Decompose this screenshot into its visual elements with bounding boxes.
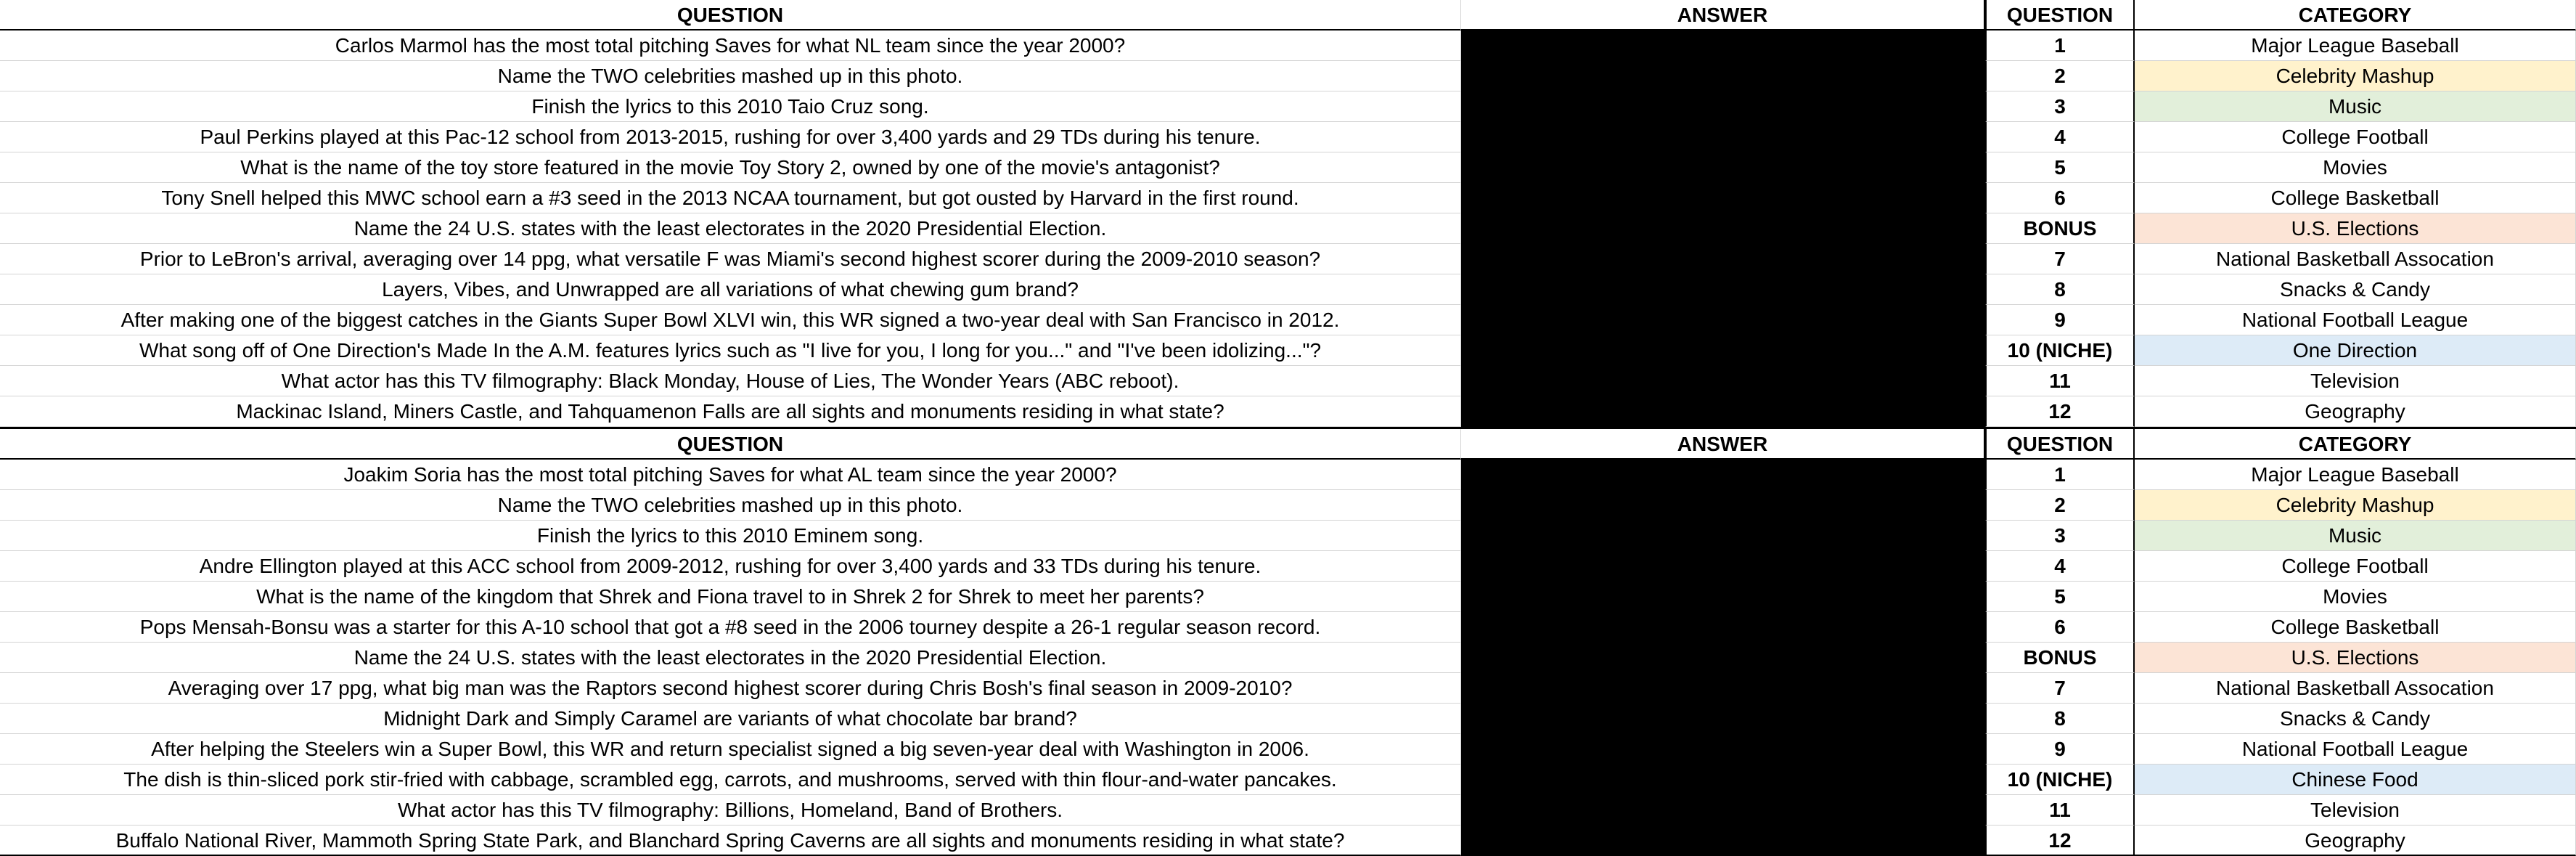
table-row — [0, 30, 2576, 61]
answer-header[interactable]: ANSWER — [1461, 429, 1985, 460]
answer-cell[interactable] — [1461, 734, 1985, 765]
category-header[interactable]: CATEGORY — [2135, 0, 2576, 30]
category-cell[interactable]: Television — [2135, 366, 2576, 396]
question-cell[interactable]: Tony Snell helped this MWC school earn a #3 seed in the 2013 NCAA tournament, but got ousted by Harvard in the first round. — [0, 183, 1461, 213]
category-cell[interactable]: Geography — [2135, 826, 2576, 856]
category-cell[interactable]: Music — [2135, 91, 2576, 122]
answer-cell[interactable] — [1461, 460, 1985, 490]
category-cell[interactable]: Major League Baseball — [2135, 30, 2576, 61]
category-cell[interactable]: National Basketball Assocation — [2135, 244, 2576, 274]
answer-cell[interactable] — [1461, 643, 1985, 673]
question-cell[interactable]: After helping the Steelers win a Super Bowl, this WR and return specialist signed a big seven-year deal with Washington in 2006. — [0, 734, 1461, 765]
number-header[interactable]: QUESTION — [1985, 0, 2135, 30]
question-number-cell[interactable]: 3 — [1985, 91, 2135, 122]
question-cell[interactable]: After making one of the biggest catches in the Giants Super Bowl XLVI win, this WR signed a two-year deal with San Francisco in 2012. — [0, 305, 1461, 335]
question-number-cell[interactable]: 10 (NICHE) — [1985, 335, 2135, 366]
table-row — [0, 183, 2576, 213]
section-2 — [0, 460, 2576, 856]
header-row — [0, 427, 2576, 460]
category-cell[interactable]: National Basketball Assocation — [2135, 673, 2576, 704]
question-number-cell[interactable]: 5 — [1985, 152, 2135, 183]
question-number-cell[interactable]: BONUS — [1985, 643, 2135, 673]
question-number-cell[interactable]: 10 (NICHE) — [1985, 765, 2135, 795]
table-row — [0, 366, 2576, 396]
question-number-cell[interactable]: BONUS — [1985, 213, 2135, 244]
category-cell[interactable]: Movies — [2135, 582, 2576, 612]
table-row — [0, 335, 2576, 366]
answer-cell[interactable] — [1461, 582, 1985, 612]
question-number-cell[interactable]: 4 — [1985, 122, 2135, 152]
category-cell[interactable]: Celebrity Mashup — [2135, 490, 2576, 521]
table-row — [0, 122, 2576, 152]
question-number-cell[interactable]: 2 — [1985, 490, 2135, 521]
table-row — [0, 396, 2576, 427]
answer-cell[interactable] — [1461, 244, 1985, 274]
category-cell[interactable]: Major League Baseball — [2135, 460, 2576, 490]
question-cell[interactable]: What actor has this TV filmography: Billions, Homeland, Band of Brothers. — [0, 795, 1461, 826]
answer-cell[interactable] — [1461, 366, 1985, 396]
answer-cell[interactable] — [1461, 826, 1985, 856]
question-cell[interactable]: Carlos Marmol has the most total pitching Saves for what NL team since the year 2000? — [0, 30, 1461, 61]
question-number-cell[interactable]: 1 — [1985, 30, 2135, 61]
table-row — [0, 460, 2576, 490]
question-number-cell[interactable]: 8 — [1985, 704, 2135, 734]
question-number-cell[interactable]: 11 — [1985, 366, 2135, 396]
table-row — [0, 244, 2576, 274]
answer-cell[interactable] — [1461, 122, 1985, 152]
question-cell[interactable]: Midnight Dark and Simply Caramel are variants of what chocolate bar brand? — [0, 704, 1461, 734]
question-number-cell[interactable]: 8 — [1985, 274, 2135, 305]
question-number-cell[interactable]: 4 — [1985, 551, 2135, 582]
category-cell[interactable]: National Football League — [2135, 734, 2576, 765]
table-row — [0, 612, 2576, 643]
answer-cell[interactable] — [1461, 305, 1985, 335]
answer-cell[interactable] — [1461, 673, 1985, 704]
category-cell[interactable]: Music — [2135, 521, 2576, 551]
answer-cell[interactable] — [1461, 396, 1985, 427]
table-row — [0, 795, 2576, 826]
answer-cell[interactable] — [1461, 521, 1985, 551]
question-number-cell[interactable]: 9 — [1985, 734, 2135, 765]
question-cell[interactable]: What actor has this TV filmography: Black Monday, House of Lies, The Wonder Years (ABC reboot). — [0, 366, 1461, 396]
category-cell[interactable]: Movies — [2135, 152, 2576, 183]
question-cell[interactable]: Andre Ellington played at this ACC school from 2009-2012, rushing for over 3,400 yards and 33 TDs during his tenure. — [0, 551, 1461, 582]
question-number-cell[interactable]: 1 — [1985, 460, 2135, 490]
header-row — [0, 0, 2576, 30]
question-cell[interactable]: Layers, Vibes, and Unwrapped are all variations of what chewing gum brand? — [0, 274, 1461, 305]
question-cell[interactable]: Joakim Soria has the most total pitching Saves for what AL team since the year 2000? — [0, 460, 1461, 490]
table-row — [0, 643, 2576, 673]
category-cell[interactable]: One Direction — [2135, 335, 2576, 366]
question-cell[interactable]: What is the name of the kingdom that Shrek and Fiona travel to in Shrek 2 for Shrek to meet her parents? — [0, 582, 1461, 612]
question-number-cell[interactable]: 9 — [1985, 305, 2135, 335]
table-row — [0, 91, 2576, 122]
answer-cell[interactable] — [1461, 274, 1985, 305]
question-cell[interactable]: Name the 24 U.S. states with the least electorates in the 2020 Presidential Election. — [0, 643, 1461, 673]
table-row — [0, 213, 2576, 244]
question-number-cell[interactable]: 12 — [1985, 396, 2135, 427]
table-row — [0, 673, 2576, 704]
question-cell[interactable]: Prior to LeBron's arrival, averaging over 14 ppg, what versatile F was Miami's second highest scorer during the 2009-2010 season? — [0, 244, 1461, 274]
table-row — [0, 305, 2576, 335]
table-row — [0, 826, 2576, 856]
answer-cell[interactable] — [1461, 30, 1985, 61]
question-number-cell[interactable]: 7 — [1985, 673, 2135, 704]
category-cell[interactable]: U.S. Elections — [2135, 643, 2576, 673]
question-cell[interactable]: Buffalo National River, Mammoth Spring State Park, and Blanchard Spring Caverns are all sights and monuments residing in what state? — [0, 826, 1461, 856]
answer-cell[interactable] — [1461, 490, 1985, 521]
table-row — [0, 704, 2576, 734]
category-header[interactable]: CATEGORY — [2135, 429, 2576, 460]
question-number-cell[interactable]: 7 — [1985, 244, 2135, 274]
category-cell[interactable]: National Football League — [2135, 305, 2576, 335]
answer-cell[interactable] — [1461, 335, 1985, 366]
question-number-cell[interactable]: 3 — [1985, 521, 2135, 551]
category-cell[interactable]: College Football — [2135, 122, 2576, 152]
question-number-cell[interactable]: 11 — [1985, 795, 2135, 826]
question-cell[interactable]: Finish the lyrics to this 2010 Taio Cruz song. — [0, 91, 1461, 122]
category-cell[interactable]: Snacks & Candy — [2135, 274, 2576, 305]
category-cell[interactable]: Celebrity Mashup — [2135, 61, 2576, 91]
question-cell[interactable]: Mackinac Island, Miners Castle, and Tahquamenon Falls are all sights and monuments residing in what state? — [0, 396, 1461, 427]
table-row — [0, 490, 2576, 521]
answer-cell[interactable] — [1461, 91, 1985, 122]
category-cell[interactable]: Snacks & Candy — [2135, 704, 2576, 734]
question-number-cell[interactable]: 2 — [1985, 61, 2135, 91]
question-cell[interactable]: What song off of One Direction's Made In the A.M. features lyrics such as "I live for you, I long for you..." and "I've been idolizing..."? — [0, 335, 1461, 366]
question-cell[interactable]: Averaging over 17 ppg, what big man was the Raptors second highest scorer during Chris Bosh's final season in 2009-2010? — [0, 673, 1461, 704]
category-cell[interactable]: College Basketball — [2135, 183, 2576, 213]
category-cell[interactable]: College Basketball — [2135, 612, 2576, 643]
table-row — [0, 734, 2576, 765]
table-row — [0, 582, 2576, 612]
question-cell[interactable]: Pops Mensah-Bonsu was a starter for this A-10 school that got a #8 seed in the 2006 tourney despite a 26-1 regular season record. — [0, 612, 1461, 643]
section-1 — [0, 30, 2576, 427]
question-cell[interactable]: Name the TWO celebrities mashed up in this photo. — [0, 61, 1461, 91]
category-cell[interactable]: Geography — [2135, 396, 2576, 427]
category-cell[interactable]: U.S. Elections — [2135, 213, 2576, 244]
table-row — [0, 61, 2576, 91]
answer-cell[interactable] — [1461, 213, 1985, 244]
question-number-cell[interactable]: 6 — [1985, 612, 2135, 643]
question-number-cell[interactable]: 12 — [1985, 826, 2135, 856]
answer-header[interactable]: ANSWER — [1461, 0, 1985, 30]
table-row — [0, 152, 2576, 183]
question-header[interactable]: QUESTION — [0, 429, 1461, 460]
question-cell[interactable]: The dish is thin-sliced pork stir-fried with cabbage, scrambled egg, carrots, and mushrooms, served with thin flour-and-water pancakes. — [0, 765, 1461, 795]
question-number-cell[interactable]: 6 — [1985, 183, 2135, 213]
answer-cell[interactable] — [1461, 61, 1985, 91]
table-row — [0, 274, 2576, 305]
answer-cell[interactable] — [1461, 612, 1985, 643]
question-cell[interactable]: Name the TWO celebrities mashed up in this photo. — [0, 490, 1461, 521]
question-cell[interactable]: Finish the lyrics to this 2010 Eminem song. — [0, 521, 1461, 551]
table-row — [0, 765, 2576, 795]
question-cell[interactable]: Name the 24 U.S. states with the least electorates in the 2020 Presidential Election. — [0, 213, 1461, 244]
question-number-cell[interactable]: 5 — [1985, 582, 2135, 612]
answer-cell[interactable] — [1461, 183, 1985, 213]
question-header[interactable]: QUESTION — [0, 0, 1461, 30]
category-cell[interactable]: College Football — [2135, 551, 2576, 582]
table-row — [0, 521, 2576, 551]
number-header[interactable]: QUESTION — [1985, 429, 2135, 460]
category-cell[interactable]: Chinese Food — [2135, 765, 2576, 795]
answer-cell[interactable] — [1461, 704, 1985, 734]
category-cell[interactable]: Television — [2135, 795, 2576, 826]
answer-cell[interactable] — [1461, 765, 1985, 795]
answer-cell[interactable] — [1461, 795, 1985, 826]
table-row — [0, 551, 2576, 582]
question-cell[interactable]: What is the name of the toy store featured in the movie Toy Story 2, owned by one of the movie's antagonist? — [0, 152, 1461, 183]
answer-cell[interactable] — [1461, 152, 1985, 183]
question-cell[interactable]: Paul Perkins played at this Pac-12 school from 2013-2015, rushing for over 3,400 yards and 29 TDs during his tenure. — [0, 122, 1461, 152]
answer-cell[interactable] — [1461, 551, 1985, 582]
